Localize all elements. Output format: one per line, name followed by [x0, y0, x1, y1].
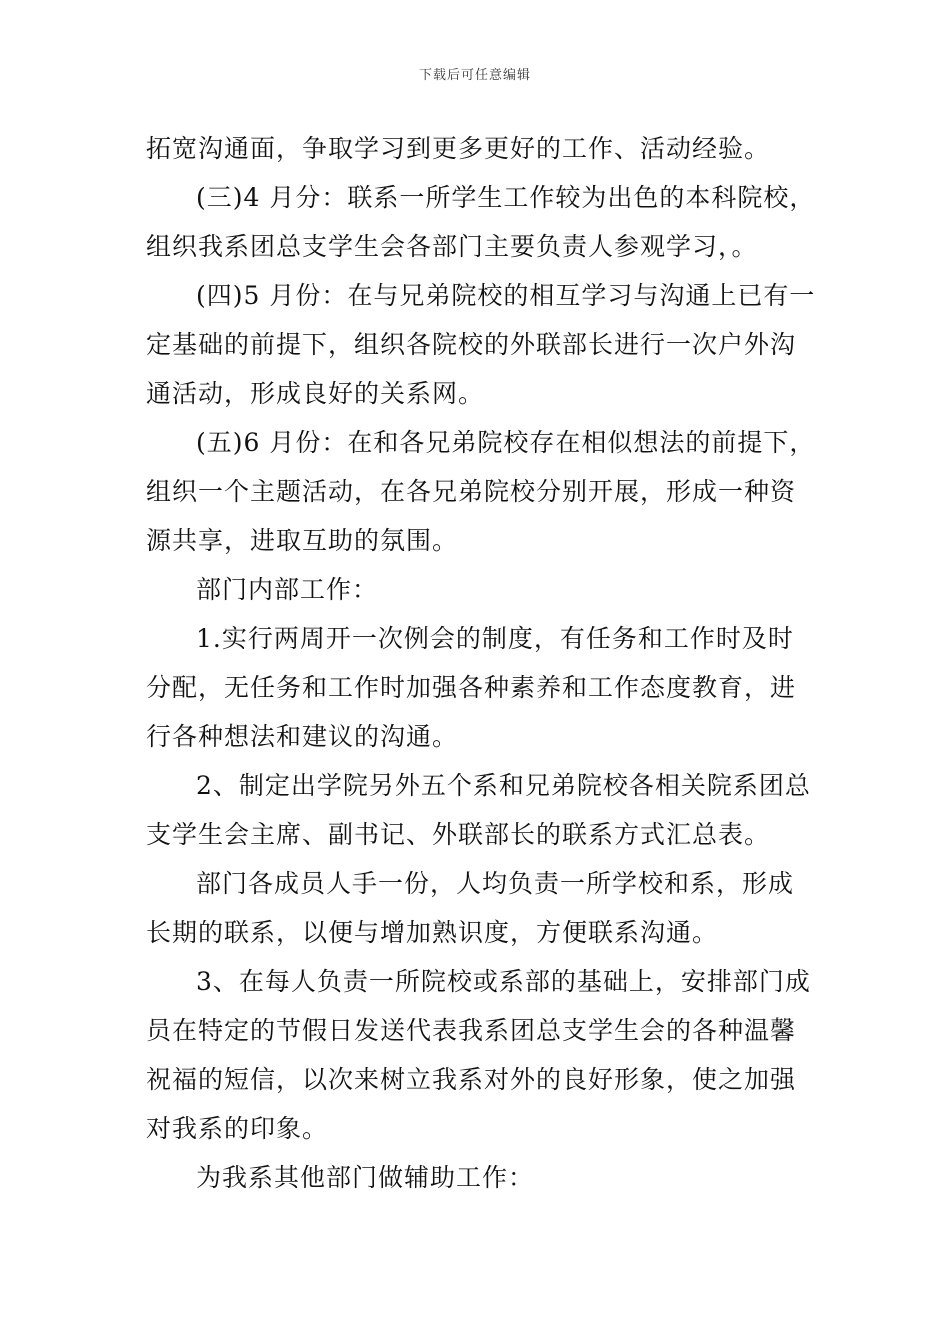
paragraph-line: 分配，无任务和工作时加强各种素养和工作态度教育，进: [146, 673, 797, 702]
section-heading: 部门内部工作：: [196, 575, 379, 604]
paragraph-line: 祝福的短信，以次来树立我系对外的良好形象，使之加强: [146, 1065, 797, 1094]
paragraph-line: 拓宽沟通面，争取学习到更多更好的工作、活动经验。: [146, 134, 771, 163]
page-header: 下载后可任意编辑: [418, 68, 531, 83]
paragraph-line: 通活动，形成良好的关系网。: [146, 379, 485, 408]
paragraph-line: 支学生会主席、副书记、外联部长的联系方式汇总表。: [146, 820, 771, 849]
paragraph-line: 组织一个主题活动，在各兄弟院校分别开展，形成一种资: [146, 477, 797, 506]
paragraph-line: (五)6 月份：在和各兄弟院校存在相似想法的前提下，: [196, 428, 816, 457]
paragraph-line: 行各种想法和建议的沟通。: [146, 722, 459, 751]
paragraph-line: 定基础的前提下，组织各院校的外联部长进行一次户外沟: [146, 330, 797, 359]
paragraph-line: (四)5 月份：在与兄弟院校的相互学习与沟通上已有一: [196, 281, 816, 310]
paragraph-line: 长期的联系，以便与增加熟识度，方便联系沟通。: [146, 918, 719, 947]
paragraph-line: (三)4 月分：联系一所学生工作较为出色的本科院校，: [196, 183, 816, 212]
paragraph-line: 员在特定的节假日发送代表我系团总支学生会的各种温馨: [146, 1016, 797, 1045]
paragraph-line: 对我系的印象。: [146, 1114, 329, 1143]
paragraph-line: 源共享，进取互助的氛围。: [146, 526, 459, 555]
paragraph-line: 组织我系团总支学生会各部门主要负责人参观学习，。: [146, 232, 758, 261]
paragraph-line: 3、在每人负责一所院校或系部的基础上，安排部门成: [196, 967, 811, 996]
document-body: [146, 124, 816, 1202]
paragraph-line: 1.实行两周开一次例会的制度，有任务和工作时及时: [196, 624, 794, 653]
section-heading: 为我系其他部门做辅助工作：: [196, 1163, 535, 1192]
paragraph-line: 部门各成员人手一份，人均负责一所学校和系，形成: [196, 869, 795, 898]
paragraph-line: 2、制定出学院另外五个系和兄弟院校各相关院系团总: [196, 771, 811, 800]
